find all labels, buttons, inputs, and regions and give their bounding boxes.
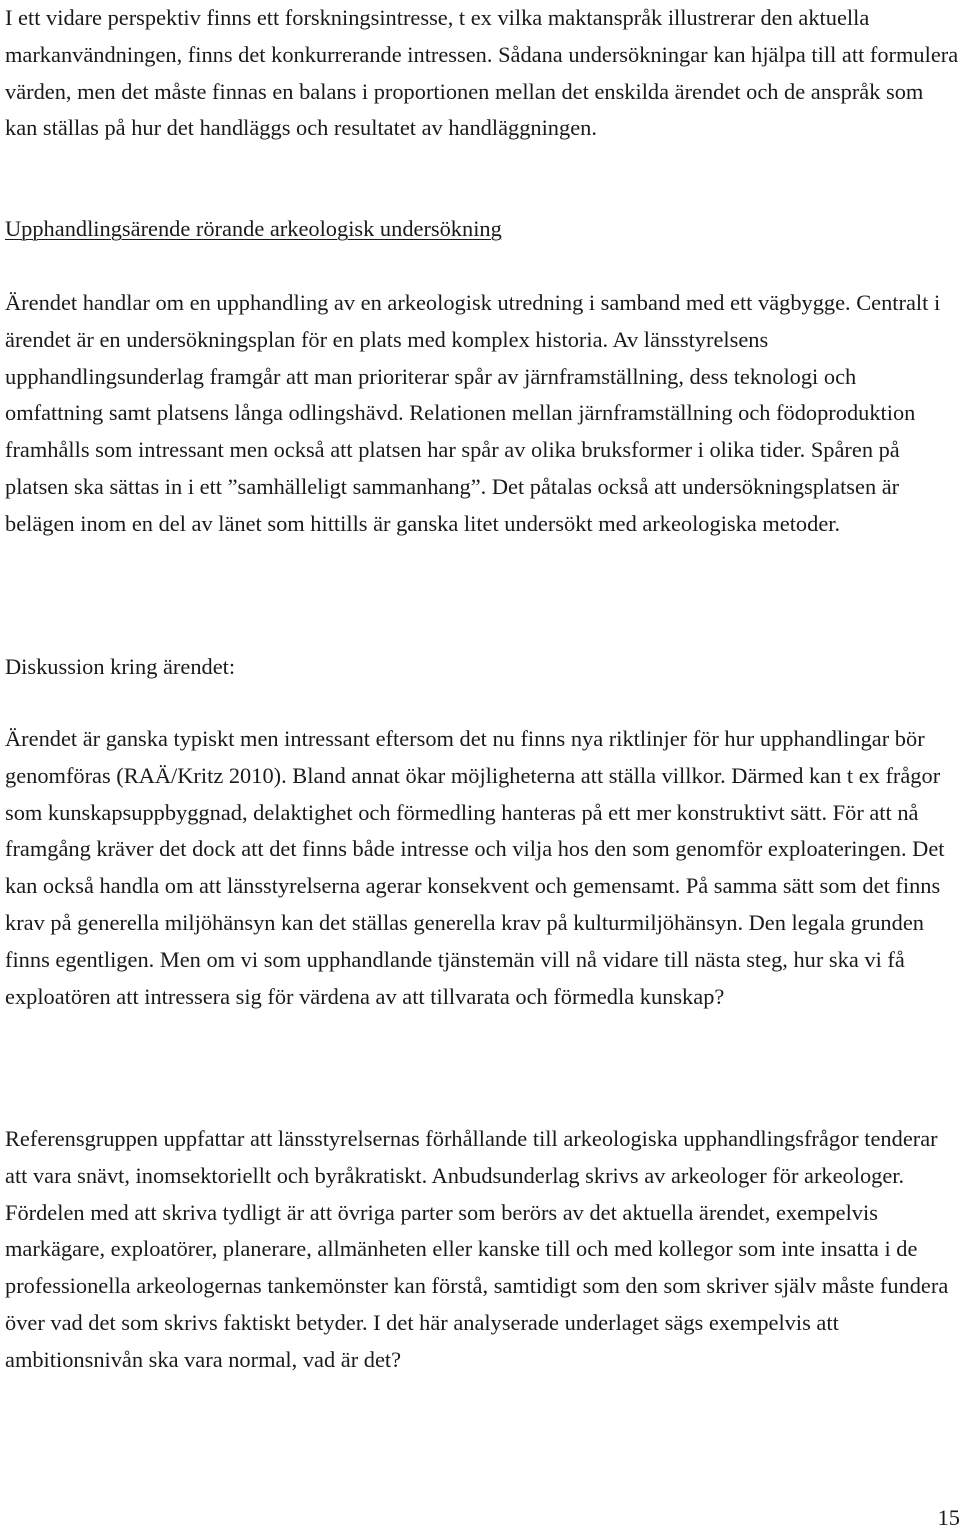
reference-paragraph: Referensgruppen uppfattar att länsstyrelsernas förhållande till arkeologiska upphandlingsfrågor tenderar att vara snävt, inomsektoriellt och byråkratiskt. Anbudsunderlag skrivs av arkeologer för arkeologer. Fördelen med att skriva tydligt är att övriga parter som berörs av det aktuella ärendet, exempelvis markägare, exploatörer, planerare, allmänheten eller kanske till och med kollegor som inte insatta i de professionella arkeologernas tankemönster kan förstå, samtidigt som den som skriver själv måste fundera över vad det som skrivs faktiskt betyder. I det här analyserade underlaget sägs exempelvis att ambitionsnivån ska vara normal, vad är det? xyxy=(5,1126,949,1372)
page-number: 15 xyxy=(937,1505,960,1530)
intro-paragraph: I ett vidare perspektiv finns ett forskningsintresse, t ex vilka maktanspråk illustrerar den aktuella markanvändningen, finns det konkurrerande intressen. Sådana undersökningar kan hjälpa till att formulera värden, men det måste finnas en balans i proportionen mellan det enskilda ärendet och de anspråk som kan ställas på hur det handläggs och resultatet av handläggningen. xyxy=(5,5,959,141)
discussion-heading: Diskussion kring ärendet: xyxy=(5,654,236,679)
section-heading: Upphandlingsärende rörande arkeologisk undersökning xyxy=(5,216,502,241)
discussion-paragraph: Ärendet är ganska typiskt men intressant eftersom det nu finns nya riktlinjer för hur upphandlingar bör genomföras (RAÄ/Kritz 2010). Bland annat ökar möjligheterna att ställa villkor. Därmed kan t ex frågor som kunskapsuppbyggnad, delaktighet och förmedling hanteras på ett mer konstruktivt sätt. För att nå framgång kräver det dock att det finns både intresse och vilja hos den som genomför exploateringen. Det kan också handla om att länsstyrelserna agerar konsekvent och gemensamt. På samma sätt som det finns krav på generella miljöhänsyn kan det ställas generella krav på kulturmiljöhänsyn. Den legala grunden finns egentligen. Men om vi som upphandlande tjänstemän vill nå vidare till nästa steg, hur ska vi få exploatören att intressera sig för värdena av att tillvarata och förmedla kunskap? xyxy=(5,726,945,1009)
case-paragraph: Ärendet handlar om en upphandling av en arkeologisk utredning i samband med ett vägbygge. Centralt i ärendet är en undersökningsplan för en plats med komplex historia. Av länsstyrelsens upphandlingsunderlag framgår att man prioriterar spår av järnframställning, dess teknologi och omfattning samt platsens långa odlingshävd. Relationen mellan järnframställning och födoproduktion framhålls som intressant men också att platsen har spår av olika bruksformer i olika tider. Spåren på platsen ska sättas in i ett ”samhälleligt sammanhang”. Det påtalas också att undersökningsplatsen är belägen inom en del av länet som hittills är ganska litet undersökt med arkeologiska metoder. xyxy=(5,290,941,536)
